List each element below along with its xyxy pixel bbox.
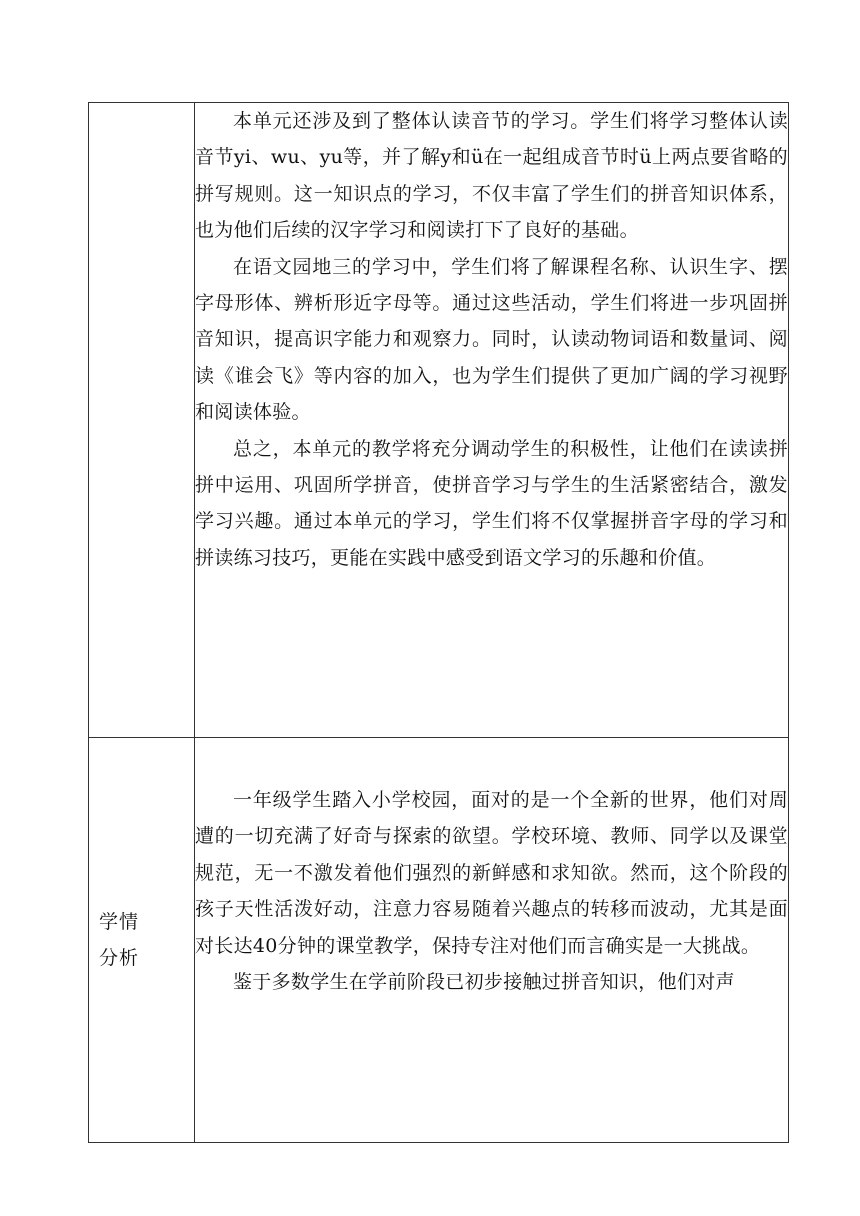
table-row-unit-content: [89, 103, 789, 738]
row-label-cell: [89, 103, 195, 738]
paragraph: 一年级学生踏入小学校园，面对的是一个全新的世界，他们对周遭的一切充满了好奇与探索的欲望。学校环境、教师、同学以及课堂规范，无一不激发着他们强烈的新鲜感和求知欲。然而，这个阶段的孩子天性活泼好动，注意力容易随着兴趣点的转移而波动，尤其是面对长达40分钟的课堂教学，保持专注对他们而言确实是一大挑战。: [195, 789, 788, 957]
row-label: 学情分析: [99, 911, 140, 969]
paragraph: 总之，本单元的教学将充分调动学生的积极性，让他们在读读拼拼中运用、巩固所学拼音，使拼音学习与学生的生活紧密结合，激发学习兴趣。通过本单元的学习，学生们将不仅掌握拼音字母的学习和拼读练习技巧，更能在实践中感受到语文学习的乐趣和价值。: [195, 437, 788, 569]
paragraph: 鉴于多数学生在学前阶段已初步接触过拼音知识，他们对声: [233, 971, 735, 994]
paragraph: 本单元还涉及到了整体认读音节的学习。学生们将学习整体认读音节yi、wu、yu等，并了解y和ü在一起组成音节时ü上两点要省略的拼写规则。这一知识点的学习，不仅丰富了学生们的拼音知识体系，也为他们后续的汉字学习和阅读打下了良好的基础。: [195, 110, 788, 242]
row-content-cell: [195, 738, 789, 1143]
row-content-cell: [195, 103, 789, 738]
row-label-cell: [89, 738, 195, 1143]
lesson-plan-table: [88, 102, 789, 1143]
table-row-learning-analysis: [89, 738, 789, 1143]
paragraph: 在语文园地三的学习中，学生们将了解课程名称、认识生字、摆字母形体、辨析形近字母等。通过这些活动，学生们将进一步巩固拼音知识，提高识字能力和观察力。同时，认读动物词语和数量词、阅读《谁会飞》等内容的加入，也为学生们提供了更加广阔的学习视野和阅读体验。: [195, 255, 788, 424]
